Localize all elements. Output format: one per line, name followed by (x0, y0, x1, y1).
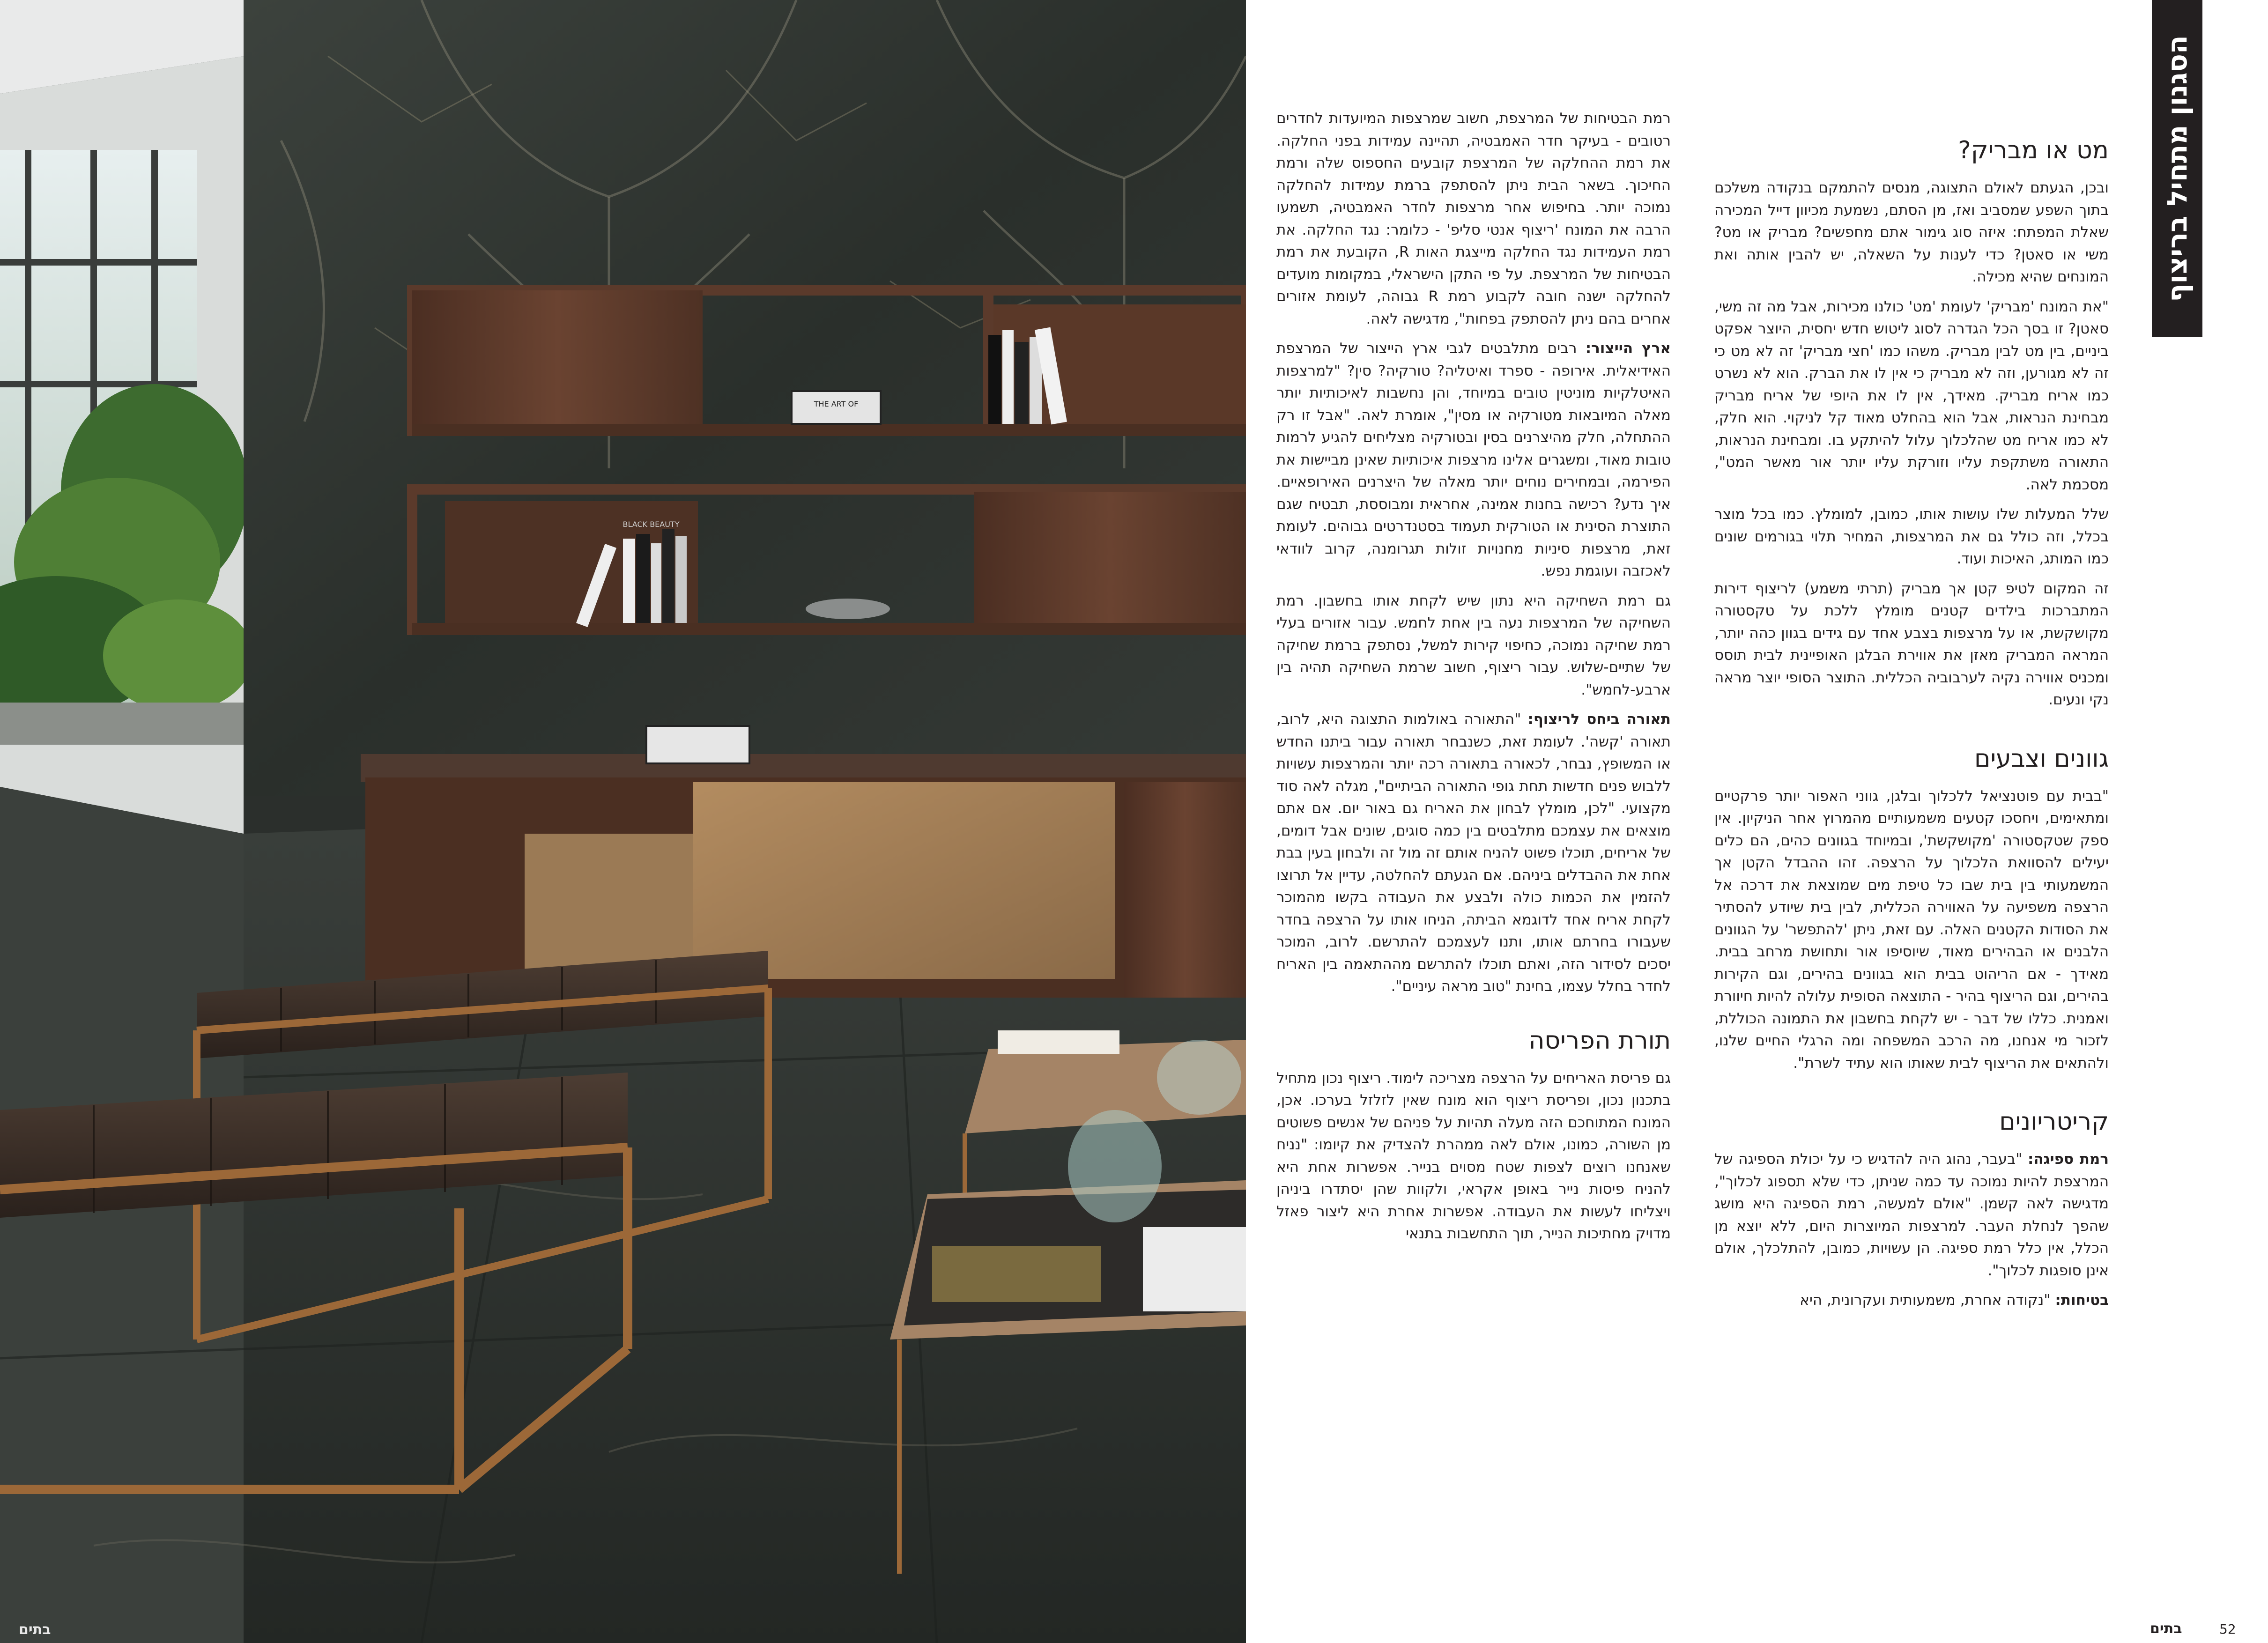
paragraph: ובכן, הגעתם לאולם התצוגה, מנסים להתמקם בנקודה משלכם בתוך השפע שמסביב ואז, מן הסתם, נשמעת מכיוון דייל המכירה שאלת המפתח: איזה סוג גימור אתם מחפשים? מבריק או מט? משי או סאטן? כדי לענות על השאלה, יש להבין אותה ואת המונחים שהיא מכילה. (1714, 179, 2109, 285)
paragraph: שלל המעלות שלו עושות אותו, כמובן, למומלץ. כמו בכל מוצר בכלל, וזה כולל גם את המרצפות, המחיר תלוי בגורמים שונים כמו המותג, האיכות ועוד. (1714, 506, 2109, 567)
photo-brand-footer: בתים (19, 1621, 51, 1638)
section-colors (1714, 744, 2109, 1075)
section-heading: מט או מבריק? (1958, 136, 2109, 164)
sideboard (361, 726, 1246, 998)
section-matte-glossy (1714, 136, 2109, 711)
book-title-mid: BLACK BEAUTY (623, 520, 680, 529)
section-tab-title: הסגנון מתחיל בריצוף (2161, 35, 2193, 302)
paragraph-text: "התאורה באולמות התצוגה היא, לרוב, תאורה 'קשה'. לעומת זאת, כשנבחר תאורה עבור ביתנו החדש או המשופץ, נבחר, לכאורה בתאורה רכה יותר והמרצפות עשויות ללבוש פנים חדשות תחת גופי התאורה הביתיים", מגלה לאה סוד מקצועי. "לכן, מומלץ לבחון את האריח גם באור יום. אם אתם מוצאים את עצמכם מתלבטים בין כמה סוגים, שונים אבל דומים, של אריחים, תוכלו פשוט להניח אותם זה מול זה ולבחון בעין בבת אחת את ההבדלים ביניהם. אם הגעתם להחלטה, עדיין אל תרוצו להזמין את הכמות כולה ולבצע את העבודה בקשו מהמוכר לקחת אריח אחד לדוגמא הביתה, הניחו אותו על הרצפה בחדר שעבורו בחרתם אותו, ותנו לעצמכם להתרשם. לרוב, המוכר יסכים לסידור הזה, ואתם תוכלו להתרשם מההתאמה בין האריח לחדר בחלל עצמו, בחינת "טוב מראה עיניים". (1276, 711, 1671, 995)
run-in-heading: תאורה ביחס לריצוף: (1527, 711, 1671, 728)
paragraph-text: רבים מתלבטים לגבי ארץ הייצור של המרצפת האידיאלית. אירופה - ספרד ואיטליה? טורקיה? סין? "למרצפות האיטלקיות מוניטין טובים במיוחד, והן נחשבות לאיכותיות יותר מאלה המיובאות מטורקיה או מסין", אומרת לאה. "אבל זו רק ההתחלה, חלק מהיצרנים בסין ובטורקיה מצליחים להגיע לרמות טובות מאוד, ומשגרים אלינו מרצפות איכותיות שאינן מביישות את הפירמה, ובמחירים נוחים יותר מאלה של היצרנים האירופאיים. איך נדע? רכישה בחנות אמינה, אחראית ומבוססת, תבטיח שגם התוצרת הסינית או הטורקית תעמוד בסטנדרטים גבוהים. לעומת זאת, מרצפות סיניות מחנויות זולות תגרומנה, קרוב לוודאי לאכזבה ועוגמת נפש. (1276, 340, 1671, 579)
paragraph: "את המונח 'מבריק' לעומת 'מט' כולנו מכירות, אבל מה זה משי, סאטן? זו בסך הכל הגדרה לסוג ליטוש חדש יחסית, היוצר אפקט ביניים, בין מט לבין מבריק. משהו כמו 'חצי מבריק' זה לא מט כי זה לא מגורען, וזה לא מבריק כי אין לו את הברק. הוא לא נשרט כמו אריח מבריק. מאידך, אין לו את היופי של אריח מבריק מבחינת הנראות, אבל הוא בהחלט מאוד קל לניקוי. הוא חלק, לא כמו אריח מט שהלכלוך עלול להיתקע בו. ומבחינת הנראות, התאורה משתקפת עליו וזורקת עליו יותר אור מאשר המט", מסכמת לאה. (1714, 298, 2109, 493)
paragraph (1276, 338, 1671, 583)
section-heading: תורת הפריסה (1528, 1026, 1671, 1055)
footer-brand: בתים (2150, 1621, 2182, 1637)
run-in-heading: ארץ הייצור: (1585, 340, 1671, 357)
paragraph (1714, 1148, 2109, 1282)
section-criteria (1714, 1107, 2109, 1312)
run-in-heading: רמת ספיגה: (2027, 1151, 2109, 1168)
article-page (1246, 0, 2268, 1643)
paragraph: גם פריסת האריחים על הרצפה מצריכה לימוד. ריצוף נכון מתחיל בתכנון נכון, ופריסת ריצוף הוא מונח שאין לזלזל בערכו. אכן, המונח המתוחכם הזה מעלה תהיות על פניהם של אנשים פשוטים מן השורה, כמונו, אולם לאה ממהרת להצדיק את קיומו: "נניח שאנחנו רוצים לצפות שטח מסוים בנייר. אפשרות אחת היא להניח פיסות נייר באופן אקראי, ולקוות שהן יסתדרו ביניהן ויצליחו לעשות את העבודה. אפשרות אחרת היא ליצור פאזל מדויק מחתיכות הנייר, תוך התחשבות בתנאי (1276, 1069, 1671, 1242)
section-heading: קריטריונים (1999, 1108, 2109, 1136)
paragraph: זה המקום לטיפ קטן אך מבריק (תרתי משמע) לריצוף דירות המתברכות בילדים קטנים מומלץ ללכת על טקסטורה מקושקשת, או על מרצפות בצבע אחד עם גידים בגוון כהה יותר, המראה המבריק מאזן את אווירת הבלגן האופיינית לבית תוסס ומכניס אווירה נקיה לערבוביה הכללית. התוצר הסופי יוצר מראה נקי ונעים. (1714, 580, 2109, 708)
paragraph: "בבית עם פוטנציאל ללכלוך ובלגן, גווני האפור יותר פרקטיים ומתאימים, ויחסכו קטעים משמעותיים מהמרוץ אחר הניקיון. אין ספק שטקסטורה 'מקושקשת', ובמיוחד בגוונים כהים, הם כלים יעילים להסוואת הלכלוך על הרצפה. זהו ההבדל הקטן אך המשמעותי בין בית שבו כל טיפת מים שמוצאת את דרכה אל הרצפה משפיעה על האווירה הכללית, לבין בית שיודע להסתיר את הסודות הקטנים האלה. עם זאת, ניתן 'להתפשר' על הגוונים הלבנים או הבהירים מאוד, שיוסיפו אור ותחושת מרחב בבית. מאידך - אם הריהוט בבית הוא בגוונים בהירים, וגם הקירות בהירים, וגם הריצוף בהיר - התוצאה הסופית עלולה להיות חיוורת ואמנית. כללו של דבר - יש לקחת בחשבון את התמונה הכוללת, לזכור מי אנחנו, מה הרכב המשפחה ומה הרגלי החיים שלנו, ולהתאים את הריצוף לבית שאותו הוא עתיד לשרת". (1714, 787, 2109, 1072)
article-column-left (1276, 108, 1671, 1253)
paragraph-text: "נקודה אחרת, משמעותית ועקרונית, היא (1800, 1292, 2055, 1309)
paragraph-text: "בעבר, נהוג היה להדגיש כי על יכולת הספיגה של המרצפת להיות נמוכה עד כמה שניתן, כדי שלא תספוג לכלוך", מדגישה לאה קשמן. "אולם למעשה, רמת הספיגה היא מושג שהפך לנחלת העבר. למרצפות המיוצרות היום, ללא יוצא מן הכלל, אין כלל רמת ספיגה. הן עשויות, כמובן, להתלכלך, אולם אינן סופגות לכלוך". (1714, 1151, 2109, 1279)
book-title-top: THE ART OF (814, 400, 859, 408)
section-layout (1276, 1026, 1671, 1245)
section-heading: גוונים וצבעים (1974, 744, 2109, 773)
paragraph: רמת הבטיחות של המרצפת, חשוב שמרצפות המיועדות לחדרים רטובים - בעיקר חדר האמבטיה, תהיינה עמידות בפני החלקה. את רמת ההחלקה של המרצפת קובעים החספוס שלה ורמת החיכוך. בשאר הבית ניתן להסתפק ברמת עמידות להחלקה נמוכה יותר. בחיפוש אחר מרצפות לחדר האמבטיה, תשמעו הרבה את המונח 'ריצוף אנטי סליפ' - כלומר: נגד החלקה. את רמת העמידות נגד החלקה מייצגת האות R, הקובעת את רמת הבטיחות של המרצפת. על פי התקן הישראלי, במקומות מועדים להחלקה ישנה חובה לקבוע רמת R גבוהה, לעומת אזורים אחרים בהם ניתן להסתפק בפחות", מדגישה לאה. (1276, 110, 1671, 327)
paragraph: גם רמת השחיקה היא נתון שיש לקחת אותו בחשבון. רמת השחיקה של המרצפות נעה בין אחת לחמש. עבור אזורים בעלי רמת שחיקה נמוכה, כחיפוי קירות למשל, נסתפק ברמת שחיקה של שתיים-שלוש. עבור ריצוף, חשוב שרמת השחיקה תהיה בין ארבע-לחמש". (1276, 592, 1671, 698)
page-number: 52 (2219, 1621, 2236, 1637)
article-column-right (1714, 136, 2109, 1319)
paragraph (1714, 1289, 2109, 1312)
paragraph (1276, 709, 1671, 998)
section-tab (2152, 0, 2202, 337)
run-in-heading: בטיחות: (2055, 1292, 2109, 1309)
